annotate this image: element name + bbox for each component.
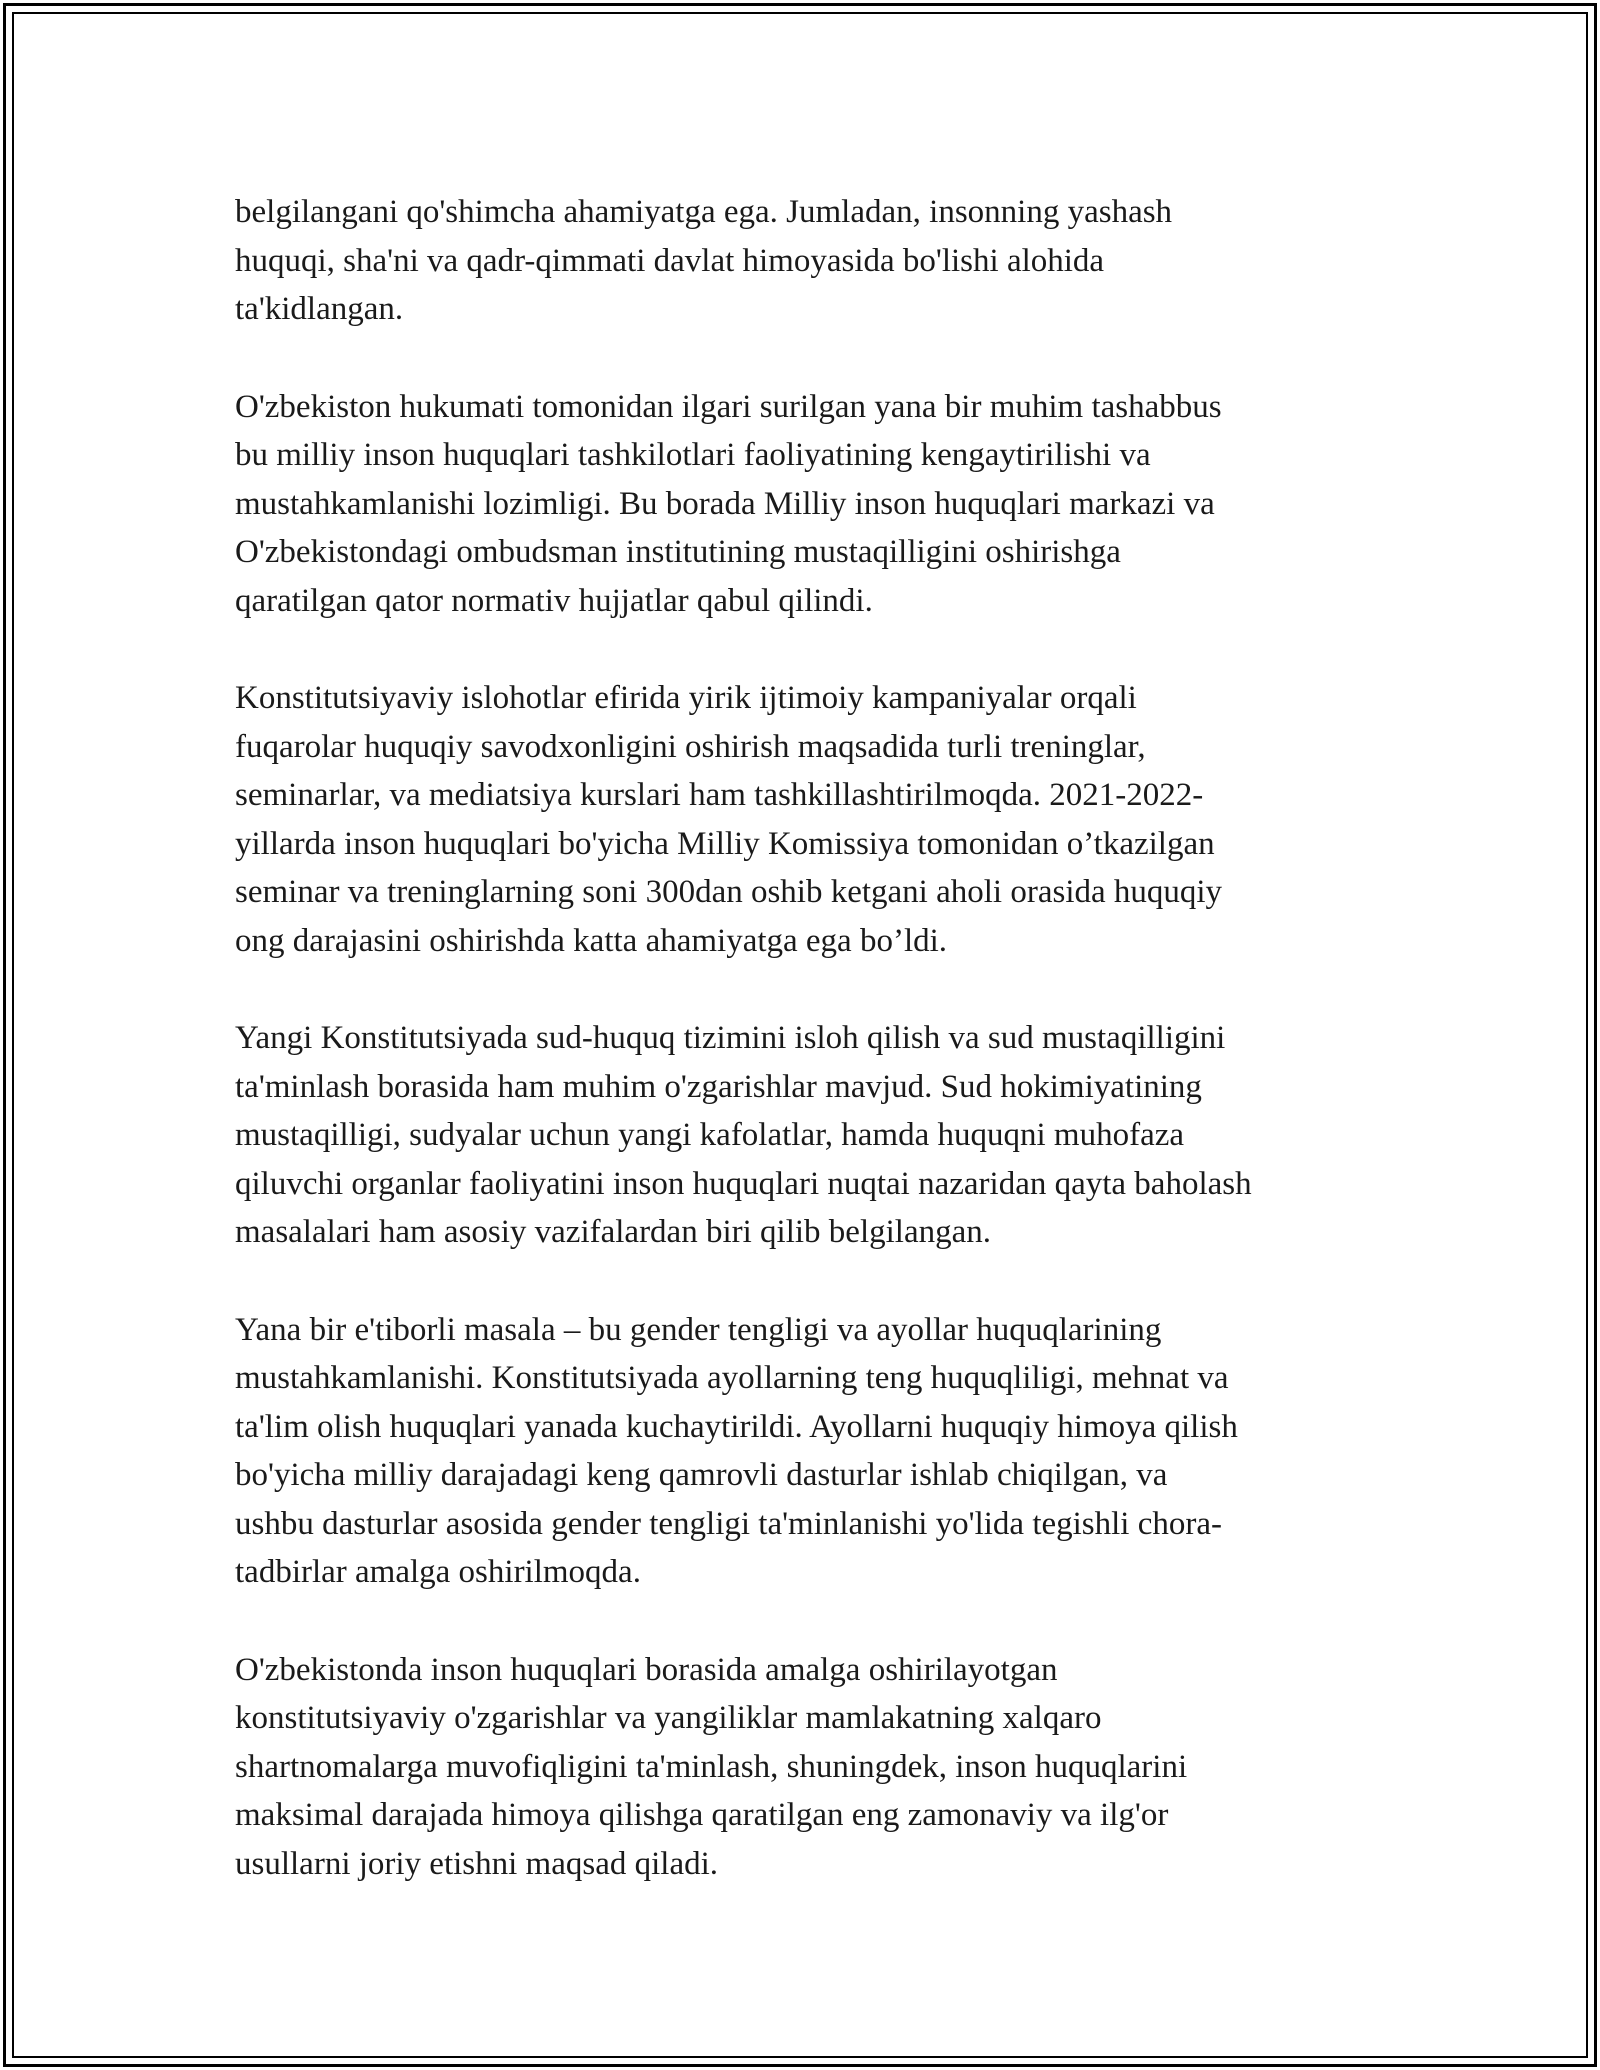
text-line: seminarlar, va mediatsiya kurslari ham tashkillashtirilmoqda. 2021-2022- <box>235 777 1204 813</box>
text-line: ushbu dasturlar asosida gender tengligi ta'minlanishi yo'lida tegishli chora- <box>235 1505 1223 1542</box>
text-line: masalalari ham asosiy vazifalardan biri qilib belgilangan. <box>235 1214 991 1250</box>
text-line: O'zbekistondagi ombudsman institutining mustaqilligini oshirishga <box>235 534 1121 570</box>
paragraph-6 <box>235 1646 1375 1889</box>
text-line: bo'yicha milliy darajadagi keng qamrovli dasturlar ishlab chiqilgan, va <box>235 1457 1168 1493</box>
text-line: huquqi, sha'ni va qadr-qimmati davlat himoyasida bo'lishi alohida <box>235 242 1105 279</box>
paragraph-2 <box>235 383 1375 626</box>
text-line: belgilangani qo'shimcha ahamiyatga ega. Jumladan, insonning yashash <box>235 194 1173 230</box>
text-line: konstitutsiyaviy o'zgarishlar va yangiliklar mamlakatning xalqaro <box>235 1700 1102 1736</box>
text-line: fuqarolar huquqiy savodxonligini oshirish maqsadida turli treninglar, <box>235 728 1146 765</box>
text-line: ta'kidlangan. <box>235 291 404 327</box>
text-line: bu milliy inson huquqlari tashkilotlari faoliyatining kengaytirilishi va <box>235 437 1151 473</box>
text-line: maksimal darajada himoya qilishga qaratilgan eng zamonaviy va ilg'or <box>235 1797 1169 1833</box>
paragraph-3 <box>235 674 1375 965</box>
text-line: usullarni joriy etishni maqsad qiladi. <box>235 1845 719 1882</box>
text-line: O'zbekistonda inson huquqlari borasida amalga oshirilayotgan <box>235 1651 1058 1688</box>
text-line: shartnomalarga muvofiqligini ta'minlash, shuningdek, inson huquqlarini <box>235 1748 1188 1785</box>
document-body <box>235 188 1375 1937</box>
text-line: ong darajasini oshirishda katta ahamiyatga ega bo’ldi. <box>235 922 948 959</box>
text-line: Konstitutsiyaviy islohotlar efirida yirik ijtimoiy kampaniyalar orqali <box>235 680 1137 716</box>
text-line: mustaqilligi, sudyalar uchun yangi kafolatlar, hamda huquqni muhofaza <box>235 1117 1185 1153</box>
paragraph-5 <box>235 1306 1375 1597</box>
text-line: Yangi Konstitutsiyada sud-huquq tizimini isloh qilish va sud mustaqilligini <box>235 1020 1226 1056</box>
text-line: O'zbekiston hukumati tomonidan ilgari surilgan yana bir muhim tashabbus <box>235 388 1222 425</box>
text-line: ta'minlash borasida ham muhim o'zgarishlar mavjud. Sud hokimiyatining <box>235 1068 1202 1105</box>
text-line: ta'lim olish huquqlari yanada kuchaytirildi. Ayollarni huquqiy himoya qilish <box>235 1408 1238 1445</box>
text-line: qaratilgan qator normativ hujjatlar qabul qilindi. <box>235 582 873 619</box>
text-line: yillarda inson huquqlari bo'yicha Milliy Komissiya tomonidan o’tkazilgan <box>235 825 1215 862</box>
text-line: seminar va treninglarning soni 300dan oshib ketgani aholi orasida huquqiy <box>235 874 1223 910</box>
text-line: mustahkamlanishi lozimligi. Bu borada Milliy inson huquqlari markazi va <box>235 485 1215 522</box>
paragraph-4 <box>235 1014 1375 1257</box>
text-line: tadbirlar amalga oshirilmoqda. <box>235 1554 641 1590</box>
text-line: Yana bir e'tiborli masala – bu gender tengligi va ayollar huquqlarining <box>235 1311 1162 1348</box>
text-line: qiluvchi organlar faoliyatini inson huquqlari nuqtai nazaridan qayta baholash <box>235 1165 1252 1202</box>
text-line: mustahkamlanishi. Konstitutsiyada ayollarning teng huquqliligi, mehnat va <box>235 1360 1229 1396</box>
paragraph-1 <box>235 188 1375 334</box>
